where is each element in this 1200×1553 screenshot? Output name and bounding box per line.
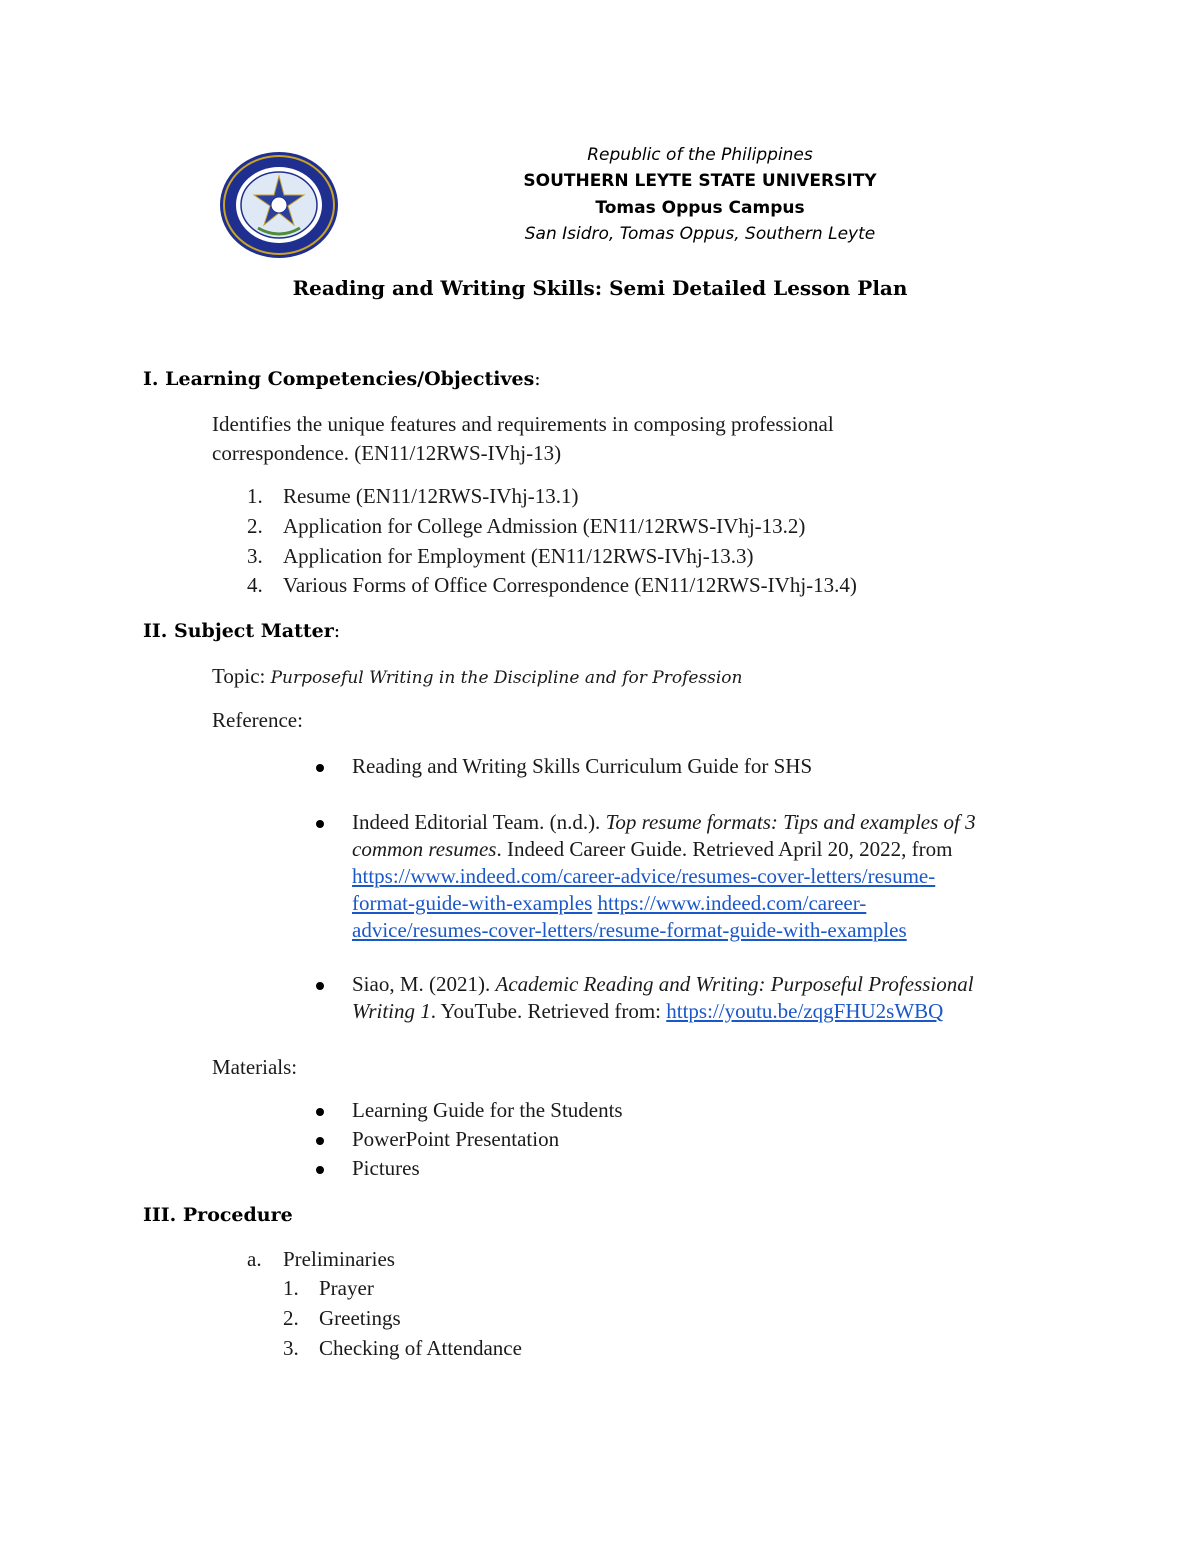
list-item: 1. Resume (EN11/12RWS-IVhj-13.1) — [247, 484, 579, 508]
list-item: 1. Prayer — [283, 1276, 374, 1300]
bullet-icon — [316, 1137, 324, 1145]
document-title: Reading and Writing Skills: Semi Detailed Lesson Plan — [292, 276, 908, 300]
material-item: Learning Guide for the Students — [352, 1098, 623, 1122]
materials-label: Materials: — [212, 1055, 298, 1079]
bullet-icon — [316, 1108, 324, 1116]
bullet-icon — [316, 1166, 324, 1174]
reference-item-cont: common resumes. Indeed Career Guide. Retrieved April 20, 2022, from — [352, 837, 953, 861]
reference-link-line[interactable]: format-guide-with-examples https://www.indeed.com/career- — [352, 891, 867, 915]
list-item: 2. Greetings — [283, 1306, 401, 1330]
university-name: SOUTHERN LEYTE STATE UNIVERSITY — [523, 171, 877, 191]
objectives-intro-line2: correspondence. (EN11/12RWS-IVhj-13) — [212, 441, 562, 465]
list-item: 4. Various Forms of Office Correspondence (EN11/12RWS-IVhj-13.4) — [247, 573, 857, 597]
campus-address: San Isidro, Tomas Oppus, Southern Leyte — [524, 224, 876, 244]
material-item: Pictures — [352, 1156, 420, 1180]
bullet-icon — [316, 820, 324, 828]
university-seal-logo — [218, 150, 340, 260]
reference-link[interactable]: https://www.indeed.com/career-advice/resumes-cover-letters/resume- — [352, 864, 936, 888]
section-objectives-heading: I. Learning Competencies/Objectives: — [143, 368, 541, 390]
bullet-icon — [316, 764, 324, 772]
list-item: 3. Checking of Attendance — [283, 1336, 522, 1360]
list-item: 2. Application for College Admission (EN11/12RWS-IVhj-13.2) — [247, 514, 806, 538]
bullet-icon — [316, 982, 324, 990]
youtube-link[interactable]: https://youtu.be/zqgFHU2sWBQ — [666, 999, 944, 1023]
reference-item-cont: Writing 1. YouTube. Retrieved from: https://youtu.be/zqgFHU2sWBQ — [352, 999, 944, 1023]
reference-link[interactable]: advice/resumes-cover-letters/resume-format-guide-with-examples — [352, 918, 907, 942]
list-item: 3. Application for Employment (EN11/12RWS-IVhj-13.3) — [247, 544, 754, 568]
material-item: PowerPoint Presentation — [352, 1127, 560, 1151]
topic-line: Topic: Purposeful Writing in the Discipline and for Profession — [212, 664, 743, 688]
section-subject-heading: II. Subject Matter: — [143, 620, 341, 642]
republic-line: Republic of the Philippines — [587, 145, 813, 165]
procedure-sub-item: a. Preliminaries — [247, 1247, 395, 1271]
campus-name: Tomas Oppus Campus — [595, 198, 805, 218]
reference-label: Reference: — [212, 708, 303, 732]
reference-item: Indeed Editorial Team. (n.d.). Top resume formats: Tips and examples of 3 — [352, 810, 976, 834]
objectives-intro-line1: Identifies the unique features and requirements in composing professional — [212, 412, 834, 436]
section-procedure-heading: III. Procedure — [143, 1204, 293, 1226]
reference-item: Siao, M. (2021). Academic Reading and Writing: Purposeful Professional — [352, 972, 974, 996]
reference-item: Reading and Writing Skills Curriculum Guide for SHS — [352, 754, 813, 778]
